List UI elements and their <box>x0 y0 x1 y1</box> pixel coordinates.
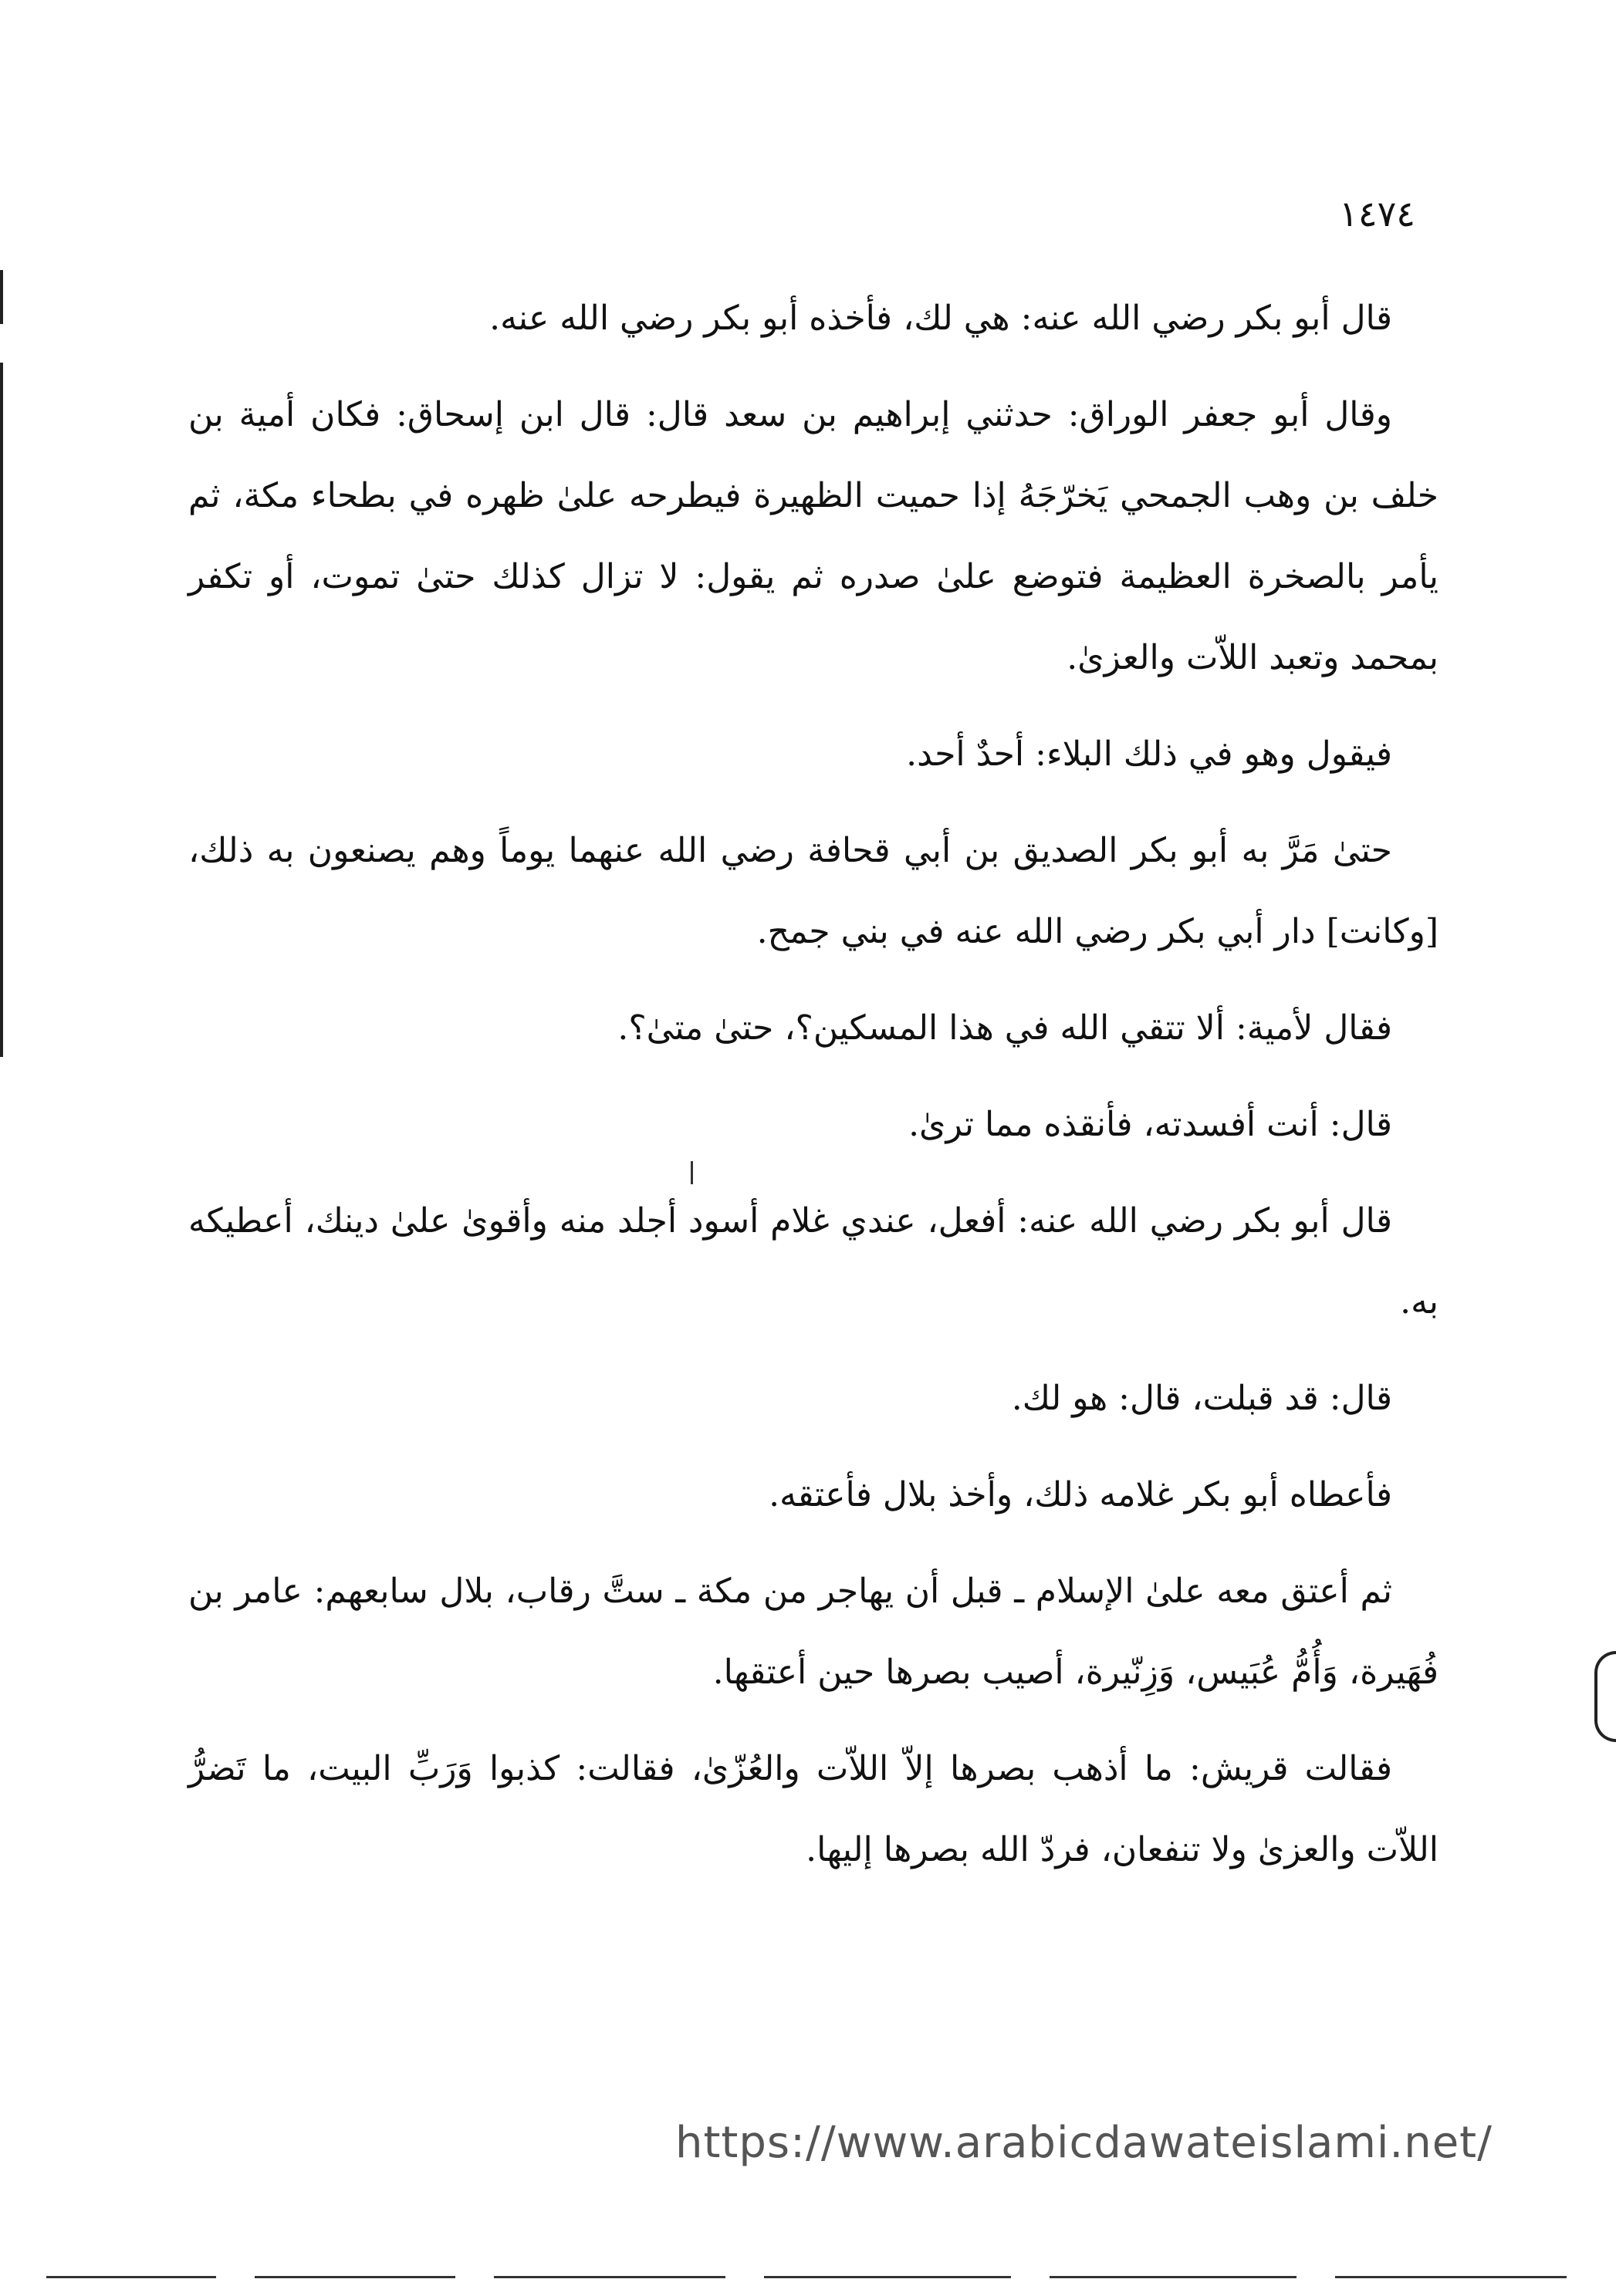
paragraph: قال أبو بكر رضي الله عنه: هي لك، فأخذه أبو بكر رضي الله عنه. <box>489 299 1392 338</box>
bottom-rule <box>46 2276 216 2278</box>
bottom-rule <box>764 2276 1011 2278</box>
paragraph: حتىٰ مَرَّ به أبو بكر الصديق بن أبي قحافة رضي الله عنهما يوماً وهم يصنعون به ذلك، [وكانت] دار أبي بكر رضي الله عنه في بني جمح. <box>188 831 1439 951</box>
paragraph: فقال لأمية: ألا تتقي الله في هذا المسكين؟، حتىٰ متىٰ؟. <box>617 1008 1392 1048</box>
scan-edge-mark <box>0 363 3 1057</box>
scan-edge-mark <box>0 270 3 324</box>
body-text <box>188 278 1439 1906</box>
paragraph: وقال أبو جعفر الوراق: حدثني إبراهيم بن سعد قال: قال ابن إسحاق: فكان أمية بن خلف بن وهب الجمحي يَخرّجَهُ إذا حميت الظهيرة فيطرحه علىٰ ظهره في بطحاء مكة، ثم يأمر بالصخرة العظيمة فتوضع علىٰ صدره ثم يقول: لا تزال كذلك حتىٰ تموت، أو تكفر بمحمد وتعبد اللاّت والعزىٰ. <box>188 395 1439 677</box>
bottom-rule <box>1335 2276 1567 2278</box>
page-number: ١٤٧٤ <box>1339 193 1415 235</box>
paragraph: قال: قد قبلت، قال: هو لك. <box>1011 1379 1392 1418</box>
bottom-rule <box>1050 2276 1297 2278</box>
bottom-rule <box>494 2276 725 2278</box>
bottom-rule <box>255 2276 455 2278</box>
paragraph: قال: أنت أفسدته، فأنقذه مما ترىٰ. <box>908 1105 1392 1144</box>
paragraph: ثم أعتق معه علىٰ الإسلام ـ قبل أن يهاجر من مكة ـ ستَّ رقاب، بلال سابعهم: عامر بن فُهَيرة، وَأُمُّ عُبَيس، وَزِنّيرة، أصيب بصرها حين أعتقها. <box>188 1572 1439 1692</box>
watermark-url: https://www.arabicdawateislami.net/ <box>674 2118 1493 2168</box>
paragraph: فأعطاه أبو بكر غلامه ذلك، وأخذ بلال فأعتقه. <box>769 1475 1392 1514</box>
paragraph: فيقول وهو في ذلك البلاء: أحدٌ أحد. <box>906 734 1392 774</box>
scan-edge-bracket <box>1594 1651 1616 1742</box>
paragraph: فقالت قريش: ما أذهب بصرها إلاّ اللاّت والعُزّىٰ، فقالت: كذبوا وَرَبِّ البيت، ما تَضرُّ اللاّت والعزىٰ ولا تنفعان، فردّ الله بصرها إليها. <box>188 1749 1439 1869</box>
paragraph: قال أبو بكر رضي الله عنه: أفعل، عندي غلام أسود أجلد منه وأقوىٰ علىٰ دينك، أعطيكه به. <box>188 1201 1439 1322</box>
